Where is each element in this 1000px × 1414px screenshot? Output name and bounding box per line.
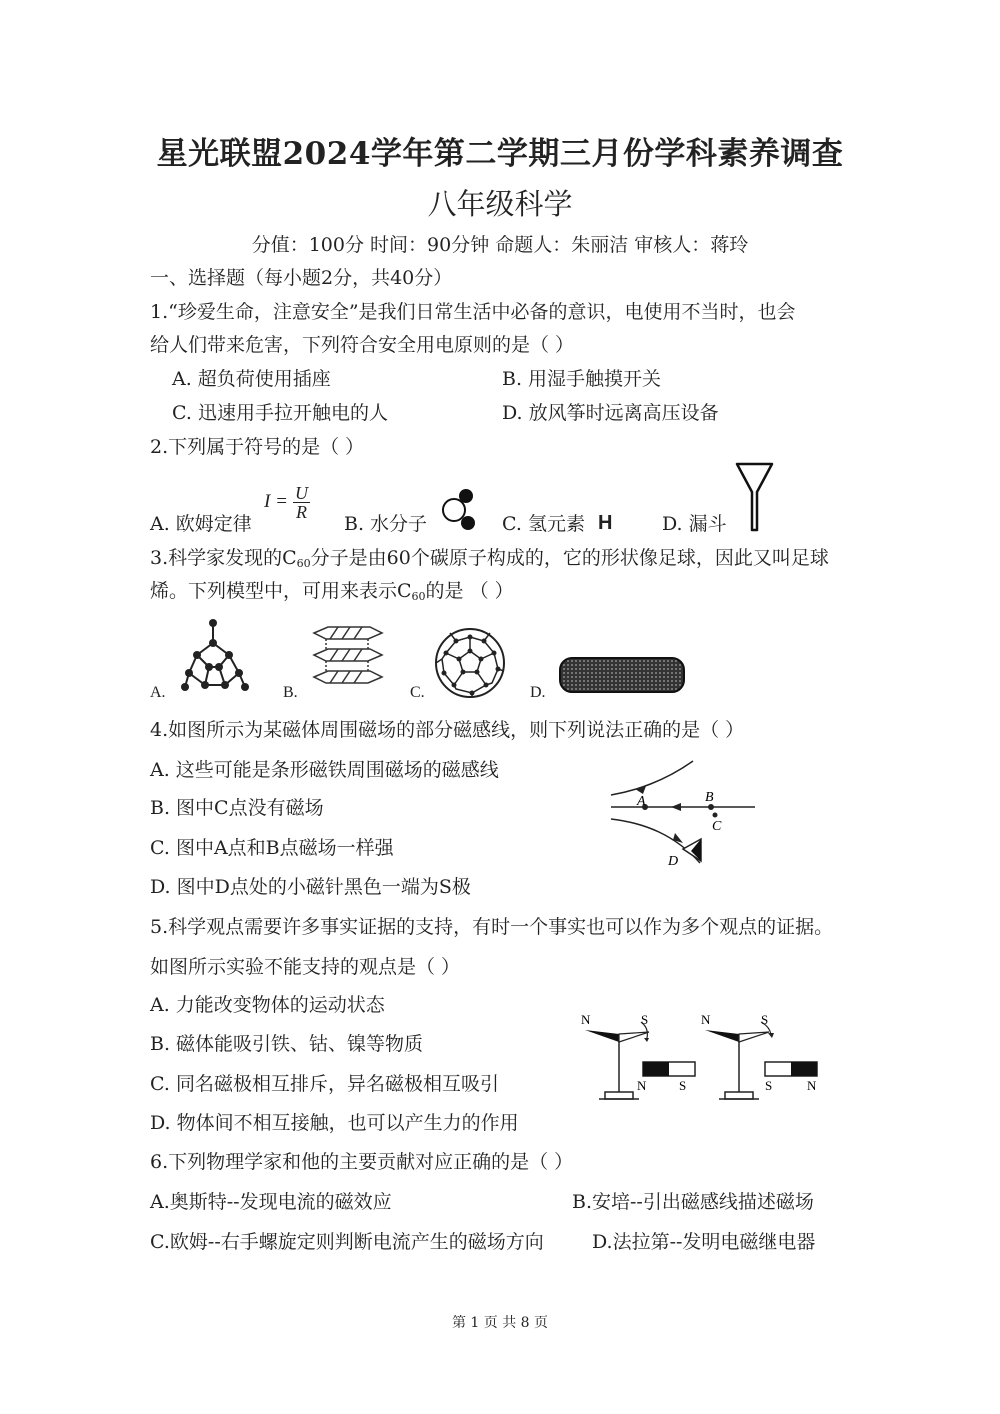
left-magnet-n-label: N xyxy=(637,1078,647,1093)
q1-option-d: D. 放风筝时远离高压设备 xyxy=(502,402,719,424)
q1-option-c: C. 迅速用手拉开触电的人 xyxy=(172,402,388,424)
q5-option-a: A. 力能改变物体的运动状态 xyxy=(150,994,385,1016)
q4-option-a: A. 这些可能是条形磁铁周围磁场的磁感线 xyxy=(150,759,499,781)
q4-option-c: C. 图中A点和B点磁场一样强 xyxy=(150,837,394,859)
q2-option-c: C. 氢元素 xyxy=(502,513,585,535)
formula-numerator: U xyxy=(295,483,308,503)
compass-magnet-experiment-figure xyxy=(575,1010,825,1105)
point-a-label: A xyxy=(637,794,646,809)
q5-stem-line1: 5.科学观点需要许多事实证据的支持，有时一个事实也可以作为多个观点的证据。 xyxy=(150,916,834,938)
formula-lhs: I = xyxy=(264,491,288,512)
q3-label-a: A. xyxy=(150,684,166,701)
q6-option-b: B.安培--引出磁感线描述磁场 xyxy=(572,1191,814,1213)
q3-stem-line1 xyxy=(150,546,829,576)
formula-denominator: R xyxy=(296,502,307,522)
q3-label-d: D. xyxy=(530,684,546,701)
q5-option-d: D. 物体间不相互接触，也可以产生力的作用 xyxy=(150,1112,519,1134)
formula-fraction xyxy=(293,484,310,521)
c60-fullerene-icon xyxy=(432,625,508,701)
q6-option-d: D.法拉第--发明电磁继电器 xyxy=(592,1231,816,1253)
right-needle-s-label: S xyxy=(761,1012,769,1027)
graphite-model-icon xyxy=(308,625,388,697)
magnetic-field-lines-figure xyxy=(605,755,765,880)
section-heading: 一、选择题（每小题2分，共40分） xyxy=(150,267,453,289)
left-needle-s-label: S xyxy=(641,1012,649,1027)
funnel-icon xyxy=(735,462,775,534)
q4-option-b: B. 图中C点没有磁场 xyxy=(150,797,324,819)
q3-label-c: C. xyxy=(410,684,425,701)
q1-option-a: A. 超负荷使用插座 xyxy=(172,368,331,390)
q3-line2-pre: 烯。下列模型中，可用来表示C xyxy=(150,580,412,602)
q3-line2-sub: 60 xyxy=(411,590,426,603)
page-number: 第 1 页 共 8 页 xyxy=(451,1315,549,1331)
right-needle-n-label: N xyxy=(701,1012,711,1027)
hydrogen-symbol: H xyxy=(598,512,613,534)
exam-meta: 分值：100分 时间：90分钟 命题人：朱丽洁 审核人：蒋玲 xyxy=(251,234,749,256)
q1-stem-line1: 1.“珍爱生命，注意安全”是我们日常生活中必备的意识，电使用不当时，也会 xyxy=(150,301,796,323)
q6-option-a: A.奥斯特--发现电流的磁效应 xyxy=(150,1191,392,1213)
left-magnet-s-label: S xyxy=(679,1078,687,1093)
q3-label-b: B. xyxy=(283,684,298,701)
point-c-label: C xyxy=(712,819,722,834)
point-d-label: D xyxy=(668,854,679,869)
diamond-model-icon xyxy=(175,615,255,697)
q1-stem-line2: 给人们带来危害，下列符合安全用电原则的是（ ） xyxy=(150,334,575,356)
q5-option-b: B. 磁体能吸引铁、钴、镍等物质 xyxy=(150,1033,424,1055)
q4-option-d: D. 图中D点处的小磁针黑色一端为S极 xyxy=(150,876,471,898)
exam-title: 星光联盟2024学年第二学期三月份学科素养调查 xyxy=(156,136,844,172)
q2-stem: 2.下列属于符号的是（ ） xyxy=(150,436,365,458)
right-magnet-s-label: S xyxy=(765,1078,773,1093)
q3-stem-line2 xyxy=(150,579,514,609)
q5-option-c: C. 同名磁极相互排斥，异名磁极相互吸引 xyxy=(150,1073,499,1095)
exam-subtitle: 八年级科学 xyxy=(427,187,573,221)
q6-stem: 6.下列物理学家和他的主要贡献对应正确的是（ ） xyxy=(150,1151,574,1173)
q6-option-c: C.欧姆--右手螺旋定则判断电流产生的磁场方向 xyxy=(150,1231,544,1253)
q3-line2-post: 的是 （ ） xyxy=(425,580,514,602)
q4-stem: 4.如图所示为某磁体周围磁场的部分磁感线，则下列说法正确的是（ ） xyxy=(150,719,745,741)
q2-option-d: D. 漏斗 xyxy=(662,513,727,535)
q5-stem-line2: 如图所示实验不能支持的观点是（ ） xyxy=(150,956,461,978)
q3-line1-pre: 3.科学家发现的C xyxy=(150,547,297,569)
ohm-law-formula xyxy=(264,484,310,521)
carbon-nanotube-icon xyxy=(558,655,686,695)
q2-option-a: A. 欧姆定律 xyxy=(150,513,252,535)
q1-option-b: B. 用湿手触摸开关 xyxy=(502,368,662,390)
point-b-label: B xyxy=(705,790,714,805)
water-molecule-icon xyxy=(438,485,480,531)
q2-option-b: B. 水分子 xyxy=(344,513,428,535)
q3-line1-sub: 60 xyxy=(296,557,311,570)
left-needle-n-label: N xyxy=(581,1012,591,1027)
right-magnet-n-label: N xyxy=(807,1078,817,1093)
q3-line1-post: 分子是由60个碳原子构成的，它的形状像足球，因此又叫足球 xyxy=(310,547,829,569)
